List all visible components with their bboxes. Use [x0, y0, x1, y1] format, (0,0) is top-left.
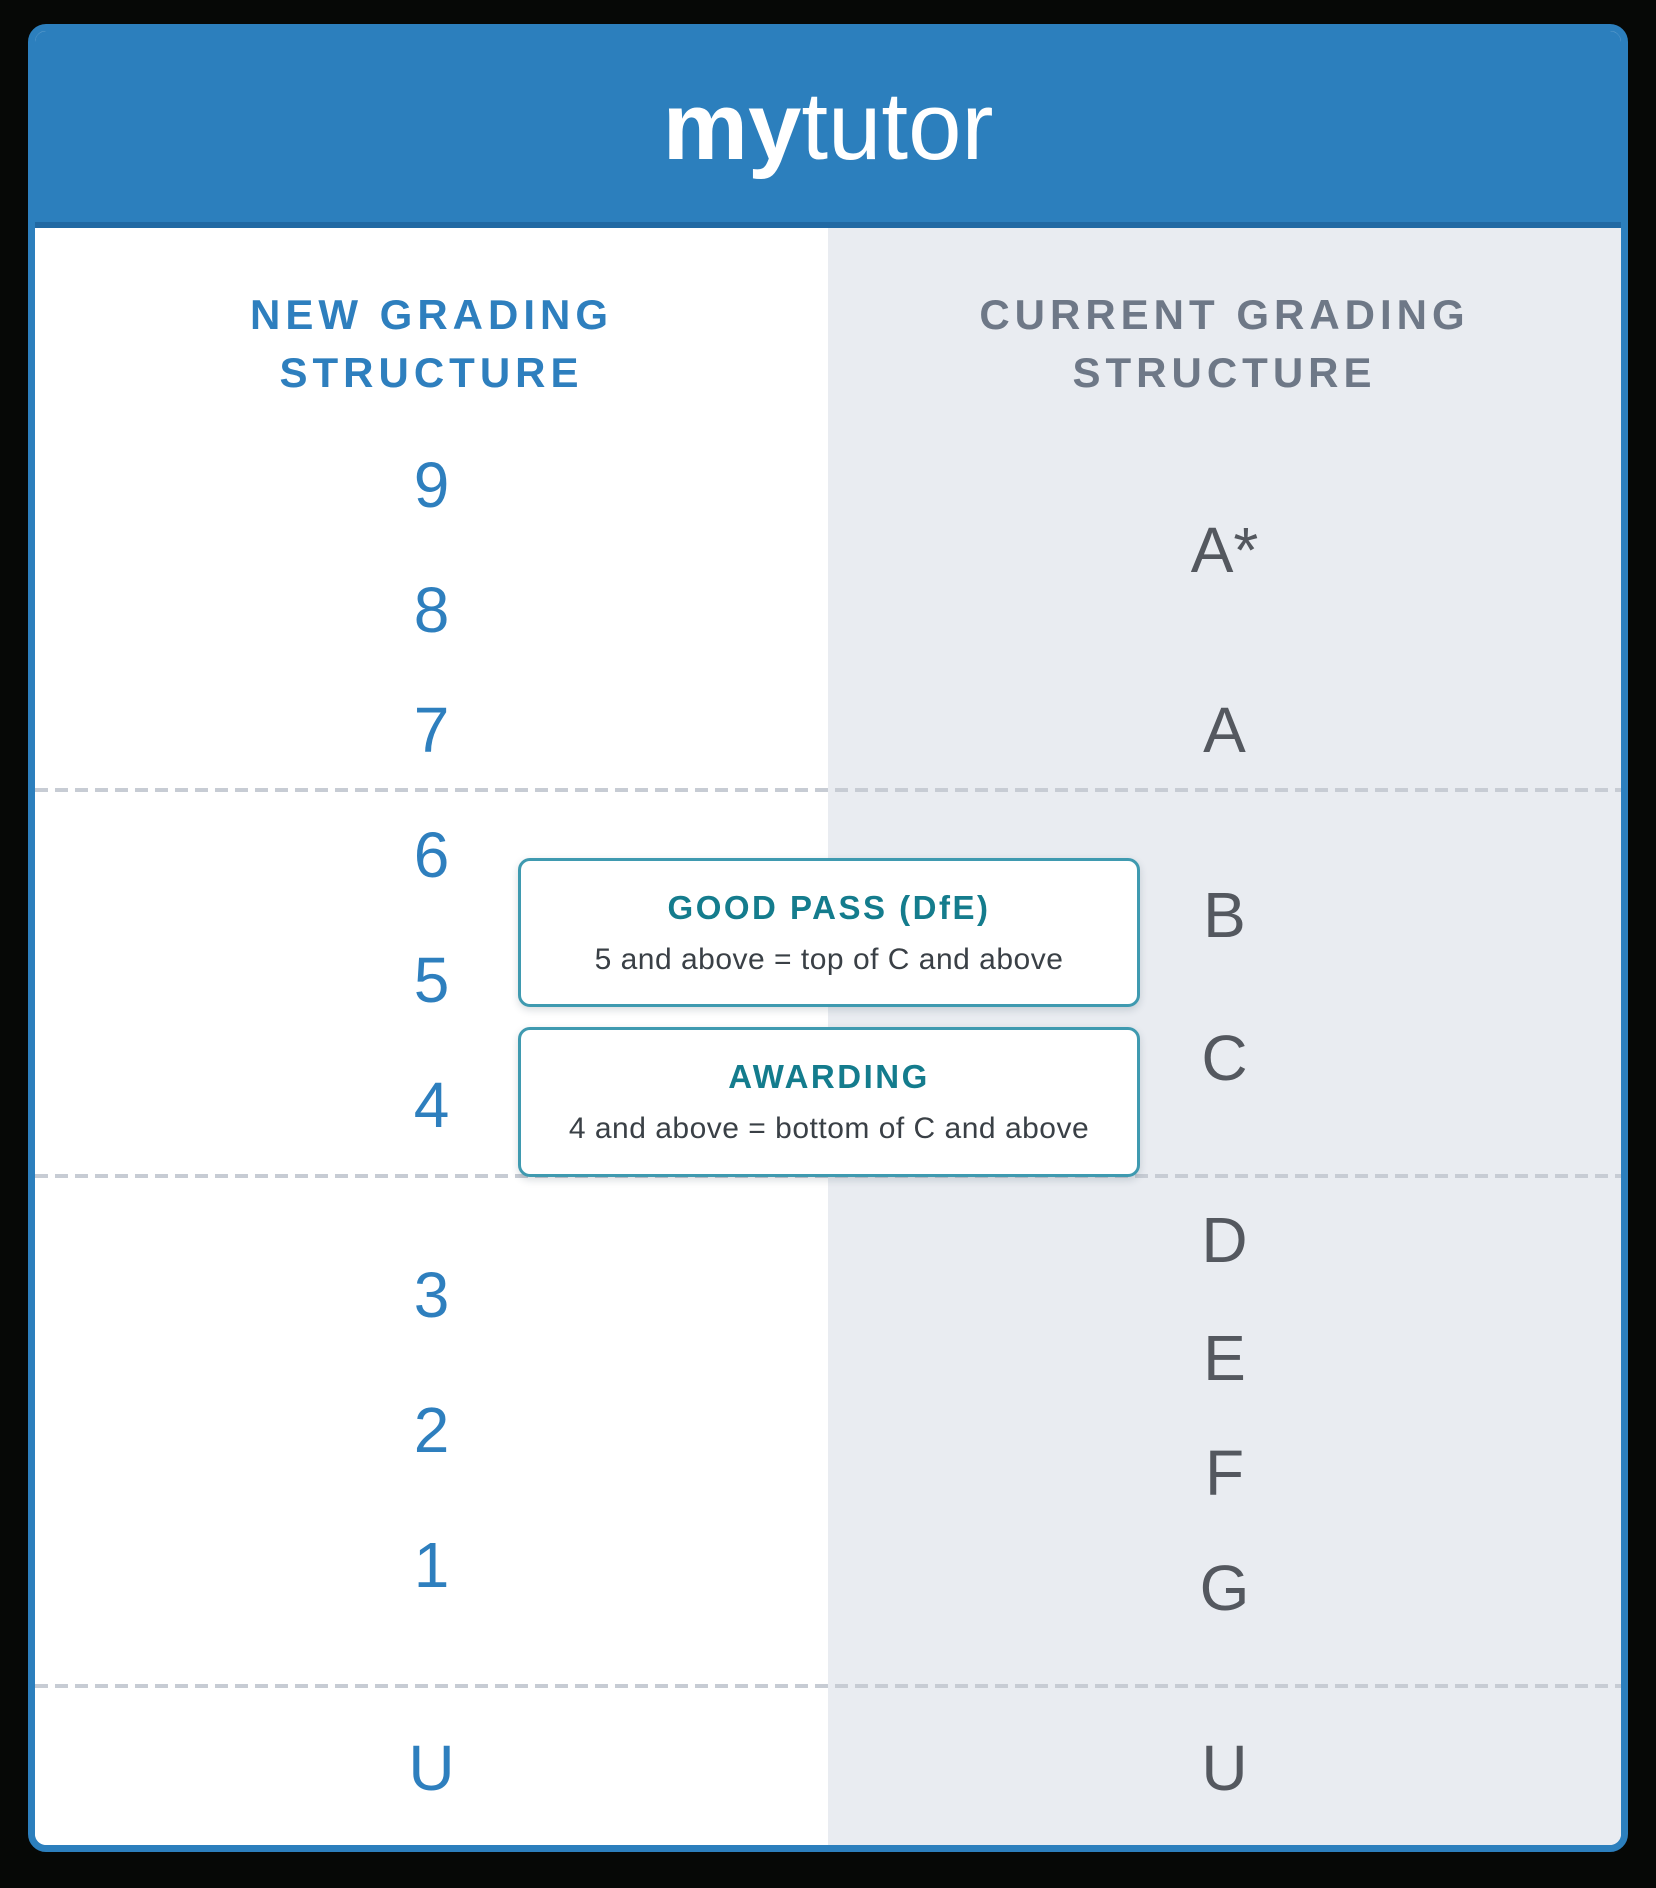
current-grade-d: D	[1201, 1204, 1248, 1276]
current-grade-c: C	[1201, 1022, 1248, 1094]
awarding-callout-desc: 4 and above = bottom of C and above	[568, 1112, 1090, 1145]
current-grade-f: F	[1204, 1437, 1245, 1509]
awarding-callout-title: AWARDING	[728, 1058, 930, 1095]
mytutor-logo	[662, 72, 994, 180]
new-grade-4: 4	[413, 1069, 450, 1141]
new-grade-3: 3	[413, 1259, 450, 1331]
current-grade-a-star: A*	[1190, 514, 1259, 586]
new-grade-9: 9	[413, 449, 450, 521]
grade-boundary-line-bottom	[35, 1684, 1621, 1688]
grading-comparison-card	[28, 24, 1628, 1852]
new-grade-1: 1	[413, 1529, 450, 1601]
new-grade-2: 2	[413, 1394, 450, 1466]
current-grade-b: B	[1203, 879, 1246, 951]
good-pass-callout	[518, 858, 1140, 1007]
current-grade-g: G	[1199, 1552, 1250, 1624]
new-grade-8: 8	[413, 574, 450, 646]
current-grade-a: A	[1203, 694, 1246, 766]
new-grade-7: 7	[413, 694, 450, 766]
current-grading-title	[828, 286, 1621, 402]
logo-text-my: my	[662, 72, 802, 180]
logo-text-tutor: tutor	[801, 72, 994, 180]
good-pass-callout-title: GOOD PASS (DfE)	[667, 888, 991, 926]
good-pass-callout-desc: 5 and above = top of C and above	[594, 942, 1064, 976]
current-grading-title-line2: STRUCTURE	[1072, 348, 1377, 396]
current-grade-e: E	[1203, 1322, 1246, 1394]
new-grading-title	[35, 286, 828, 402]
comparison-body	[35, 228, 1621, 1845]
new-grade-5: 5	[413, 944, 450, 1016]
new-grade-u: U	[408, 1732, 455, 1804]
grade-boundary-line-top	[35, 788, 1621, 792]
new-grade-6: 6	[413, 819, 450, 891]
current-grade-u: U	[1201, 1732, 1248, 1804]
awarding-callout	[518, 1027, 1140, 1177]
new-grading-title-line2: STRUCTURE	[279, 348, 584, 396]
header-banner	[35, 31, 1621, 228]
current-grading-title-line1: CURRENT GRADING	[979, 291, 1470, 338]
new-grading-title-line1: NEW GRADING	[250, 291, 613, 338]
